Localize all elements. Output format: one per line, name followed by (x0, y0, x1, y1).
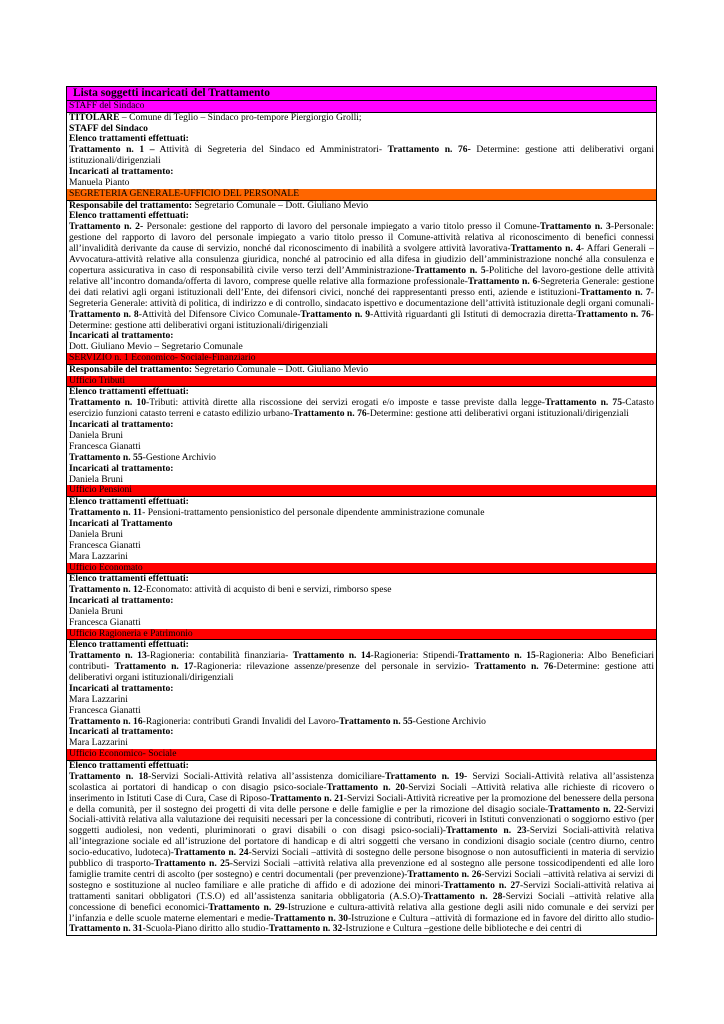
responsabile-text: Segretario Comunale – Dott. Giuliano Mevio (192, 363, 369, 375)
treatment-text: -Determine: gestione atti deliberativi organi istituzionali/dirigenziali (69, 661, 654, 683)
person-name: Daniela Bruni (69, 473, 124, 485)
incaricati-heading: Incaricati al trattamento: (69, 462, 174, 474)
treatment-text: -Servizi Sociali –attività relativa alla prevenzione ed al sostegno alle persone tossicodipendenti ed alle loro famiglie tramite centri di ascolto (per sostegno) e centri documentali (per prevenzione)- (69, 858, 654, 880)
section-body-tributi (67, 387, 656, 485)
treatment-text: -Gestione Archivio (412, 715, 486, 727)
treatment-label: Trattamento n. 15 (458, 650, 536, 662)
treatment-label: Trattamento n. 26 (407, 868, 482, 880)
section-body-pensioni (67, 497, 656, 562)
treatment-label: Trattamento n. 1 – (69, 144, 155, 156)
elenco-heading: Elenco trattamenti effettuati: (69, 386, 189, 398)
person-name: Mara Lazzarini (69, 550, 128, 562)
treatment-label: Trattamento n. 6 (467, 275, 538, 287)
treatment-label: Trattamento n. 55 (69, 451, 143, 463)
section-band-tributi: Ufficio Tributi (67, 376, 656, 388)
responsabile-label: Responsabile del trattamento: (69, 199, 193, 211)
responsabile-text: Segretario Comunale – Dott. Giuliano Mevio (192, 199, 369, 211)
elenco-heading: Elenco trattamenti effettuati: (69, 759, 189, 771)
treatment-label: Trattamento n. 12 (69, 584, 143, 595)
person-name: Francesca Gianatti (69, 704, 141, 716)
section-band-ragioneria: Ufficio Ragioneria e Patrimonio (67, 629, 656, 641)
treatment-label: Trattamento n. 5 (414, 264, 486, 276)
person-name: Daniela Bruni (69, 429, 124, 441)
treatment-text: - Pensioni-trattamento pensionistico del personale dipendente amministrazione comunale (142, 506, 485, 518)
incaricati-heading: Incaricati al trattamento: (69, 594, 174, 606)
treatment-label: Trattamento n. 7 (580, 286, 651, 298)
treatment-label: Trattamento n. 31 (69, 923, 143, 935)
person-name: Manuela Pianto (69, 177, 130, 189)
person-name: Francesca Gianatti (69, 616, 141, 628)
person-list (69, 695, 654, 717)
treatment-label: Trattamento n. 19- (384, 770, 468, 782)
treatment-paragraph (69, 398, 654, 420)
treatment-label: Trattamento n. 11 (69, 506, 143, 518)
section-body-segreteria (67, 201, 656, 354)
elenco-heading: Elenco trattamenti effettuati: (69, 210, 189, 222)
staff-subheading: STAFF del Sindaco (69, 122, 148, 134)
treatment-text: -Politiche del lavoro-gestione delle attività relative all’incontro domanda/offerta di lavoro, comprese quelle relative alla formazione professionale- (69, 264, 655, 287)
treatment-text: -Segreteria Generale: attività di politica, di indirizzo e di controllo, sindacato ispettivo e documentazione dell’attività istituzionale degli organi comunali- (69, 286, 654, 309)
person-name: Daniela Bruni (69, 605, 124, 617)
treatment-label: Trattamento n. 25 (154, 858, 230, 870)
treatment-label: Trattamento n. 28 (423, 890, 503, 902)
section-band-servizio1: SERVIZIO n. 1 Economico- Sociale-Finanziario (67, 353, 656, 365)
treatment-label: Trattamento n. 4 (510, 243, 581, 255)
incaricati-heading: Incaricati al trattamento: (69, 419, 174, 431)
treatment-label: Trattamento n. 22 (548, 803, 624, 815)
person-list (69, 738, 654, 749)
treatment-text: -Determine: gestione atti deliberativi organi istituzionali/dirigenziali (366, 408, 629, 420)
treatment-text: -Ragioneria: Albo Beneficiari contributi- (69, 650, 654, 673)
treatment-label: Trattamento n. 76 (293, 408, 367, 420)
treatment-text: -Ragioneria: contributi Grandi Invalidi del Lavoro- (142, 715, 339, 727)
treatment-text: -Attività riguardanti gli Istituti di democrazia diretta- (370, 308, 577, 320)
treatment-text: -Gestione Archivio (142, 451, 216, 463)
treatment-label: Trattamento n. 21 (270, 792, 344, 804)
treatment-text: Determine: gestione atti deliberativi organi istituzionali/dirigenziali (69, 144, 654, 167)
treatment-label: Trattamento n. 13 (69, 650, 147, 662)
treatment-paragraph (69, 222, 654, 331)
section-band-economato: Ufficio Economato (67, 563, 656, 575)
treatment-text: -Istruzione e cultura-attività relativa alla gestione degli asili nido comunale e dei servizi per l’infanzia e delle scuole materne elementari e medie- (69, 901, 654, 924)
treatment-text: Servizi Sociali-Attività relativa all’assistenza scolastica ai portatori di handicap o con disagio psico-sociale- (69, 770, 655, 793)
treatment-text: -Servizi Sociali –attività relative alla concessione di benefici economici- (69, 890, 654, 913)
treatment-text: -Servizi Sociali-Attività ricreative per la promozione del benessere della persona e della comunità, per il sostegno dei progetti di vita delle persone e delle famiglie e per la rimozione del disagio sociale- (69, 792, 654, 815)
person-list (69, 342, 654, 353)
section-body-staff (67, 113, 656, 189)
treatment-text: -Servizi Sociali –Attività relativa alle richieste di ricovero o inserimento in Istituti Case di Cura, Case di Riposo- (69, 781, 654, 804)
treatment-text: Personale: gestione del rapporto di lavoro del personale impiegato a vario titolo presso il Comune- (143, 221, 540, 233)
treatment-text: -Catasto esercizio funzioni catasto terreni e catasto edilizio urbano- (69, 397, 654, 420)
section-body-economato (67, 574, 656, 629)
treatment-label: Trattamento n. 20 (326, 781, 405, 793)
section-band-segreteria: SEGRETERIA GENERALE-UFFICIO DEL PERSONALE (67, 189, 656, 201)
treatment-table (66, 86, 657, 936)
treatment-text: -Tributi: attività dirette alla riscossione dei servizi erogati e/o imposte e tasse previste dalla legge- (146, 397, 545, 409)
treatment-label: Trattamento n. 10 (69, 397, 147, 409)
treatment-label: Trattamento n. 9 (300, 308, 371, 320)
elenco-heading: Elenco trattamenti effettuati: (69, 496, 189, 508)
treatment-text: -Personale: gestione del rapporto di lavoro del personale impiegato a vario titolo presso il Comune-attività relativa al riconoscimento di benefici connessi all’invalidità derivante da cause di servizio, nonché dal riconoscimento di inabilità a svolgere attività lavorativa- (69, 221, 654, 255)
treatment-label: Trattamento n. 55 (339, 715, 413, 727)
treatment-label: Trattamento n. 32 (268, 923, 343, 935)
table-title: Lista soggetti incaricati del Trattamento (67, 87, 656, 101)
incaricati-heading: Incaricati al Trattamento (69, 517, 173, 529)
person-name: Daniela Bruni (69, 528, 124, 540)
treatment-label: Trattamento n. 2- (69, 221, 144, 233)
treatment-label: Trattamento n. 75 (544, 397, 622, 409)
incaricati-heading: Incaricati al trattamento: (69, 330, 174, 342)
treatment-label: Trattamento n. 23 (446, 825, 527, 837)
person-list (69, 607, 654, 629)
person-list (69, 530, 654, 563)
treatment-text: -Servizi Sociali-attività relativa ai trattamenti sanitari obbligatori (T.S.O) ed all’assistenza sanitaria obbligatoria (A.S.O)- (69, 879, 654, 902)
treatment-text: -Servizi Sociali –attività di sostegno delle persone bisognose o non autosufficienti in materia di servizio pubblico di trasporto- (69, 847, 654, 870)
treatment-label: Trattamento n. 29 (208, 901, 285, 913)
treatment-text: -Economato: attività di acquisto di beni e servizi, rimborso spese (142, 584, 392, 595)
treatment-text: -Servizi Sociali-Attività relativa all’assistenza domiciliare- (148, 770, 385, 782)
treatment-label: Trattamento n. 18 (69, 770, 149, 782)
person-name: Francesca Gianatti (69, 440, 141, 452)
titolare-text: – Comune di Teglio – Sindaco pro-tempore Piergiorgio Grolli; (119, 111, 362, 123)
treatment-paragraph (69, 772, 654, 936)
treatment-text: -Ragioneria: rilevazione assenze/presenze del personale in servizio- (193, 661, 475, 673)
treatment-text: -Determine: gestione atti deliberativi organi istituzionali/dirigenziali (69, 308, 654, 331)
person-name: Mara Lazzarini (69, 693, 128, 705)
elenco-heading: Elenco trattamenti effettuati: (69, 133, 189, 145)
section-body-ragioneria (67, 640, 656, 749)
section-band-pensioni: Ufficio Pensioni (67, 485, 656, 497)
treatment-text: -Istruzione e Cultura –gestione delle biblioteche e dei centri di (342, 923, 582, 935)
section-band-sociale: Ufficio Economico- Sociale (67, 749, 656, 761)
elenco-heading: Elenco trattamenti effettuati: (69, 639, 189, 651)
person-name: Dott. Giuliano Mevio – Segretario Comunale (69, 341, 243, 353)
treatment-label: Trattamento n. 17 (114, 661, 194, 673)
section-body-sociale (67, 761, 656, 936)
treatment-text: -Servizi Sociali –attività relativa ai servizi di sostegno e sostituzione al nucleo familiare e alle pratiche di affido e di adozione dei minori- (69, 868, 654, 891)
treatment-text: -Servizi Sociali-attività relativa all’integrazione sociale ed all’istruzione del portatore di handicap e di altri soggetti che versano in condizioni disagio sociale (centro diurno, centro socio-educativo, ludoteca)- (69, 825, 654, 859)
treatment-text: -Ragioneria: contabilità finanziaria- (146, 650, 293, 662)
titolare-label: TITOLARE (69, 111, 120, 123)
treatment-text: -Servizi Sociali-attività relativa alla valutazione dei requisiti necessari per la concessione di contributi, ricoveri in Istituti convenzionati o soggiorno estivo (per soggetti audiolesi, non vedenti, pluriminorati o gravi disabili o con disagi psico-sociali)- (69, 803, 655, 837)
treatment-text: -Ragioneria: Stipendi- (370, 650, 459, 662)
treatment-label: Trattamento n. 24 (173, 847, 249, 859)
treatment-label: Trattamento n. 76- (387, 144, 471, 156)
incaricati-heading: Incaricati al trattamento: (69, 726, 174, 738)
treatment-label: Trattamento n. 76 (474, 661, 554, 673)
person-name: Francesca Gianatti (69, 539, 141, 551)
treatment-label: Trattamento n. 8 (69, 308, 139, 320)
person-list (69, 475, 654, 486)
elenco-heading: Elenco trattamenti effettuati: (69, 573, 189, 585)
treatment-label: Trattamento n. 27 (443, 879, 520, 891)
treatment-text: -Scuola-Piano diritto allo studio- (142, 923, 269, 935)
treatment-label: Trattamento n. 3 (539, 221, 611, 233)
treatment-label: Trattamento n. 14 (292, 650, 371, 662)
incaricati-heading: Incaricati al trattamento: (69, 682, 174, 694)
treatment-text: -Segreteria Generale: gestione dei dati relativi agli organi istituzionali dell’Ente, dei difensori civici, nonché dei rappresentanti presso enti, aziende e istituzioni- (69, 275, 654, 298)
person-name: Mara Lazzarini (69, 737, 128, 749)
responsabile-label: Responsabile del trattamento: (69, 363, 193, 375)
treatment-text: -Istruzione e Cultura –attività di formazione ed in favore del diritto allo studio- (347, 912, 654, 924)
document-page (66, 86, 657, 936)
section-body-servizio1 (67, 365, 656, 376)
treatment-paragraph (69, 651, 654, 684)
section-band-staff: STAFF del Sindaco (67, 101, 656, 113)
treatment-text: -Attività del Difensore Civico Comunale- (138, 308, 301, 320)
person-list (69, 431, 654, 453)
incaricati-heading: Incaricati al trattamento: (69, 166, 174, 178)
treatment-label: Trattamento n. 30 (273, 912, 348, 924)
treatment-label: Trattamento n. 16 (69, 715, 143, 727)
person-list (69, 178, 654, 189)
treatment-text: Attività di Segreteria del Sindaco ed Amministratori- (154, 144, 388, 156)
treatment-label: Trattamento n. 76 (576, 308, 651, 320)
treatment-text: - Affari Generali – Avvocatura-attività relative alla consulenza giuridica, nonché al patrocinio ed alla difesa in giudizio dell’amministrazione nonché alla consulenza e copertura assicurativa in caso di responsabilità civile verso terzi dell’Amministrazione- (69, 243, 654, 276)
